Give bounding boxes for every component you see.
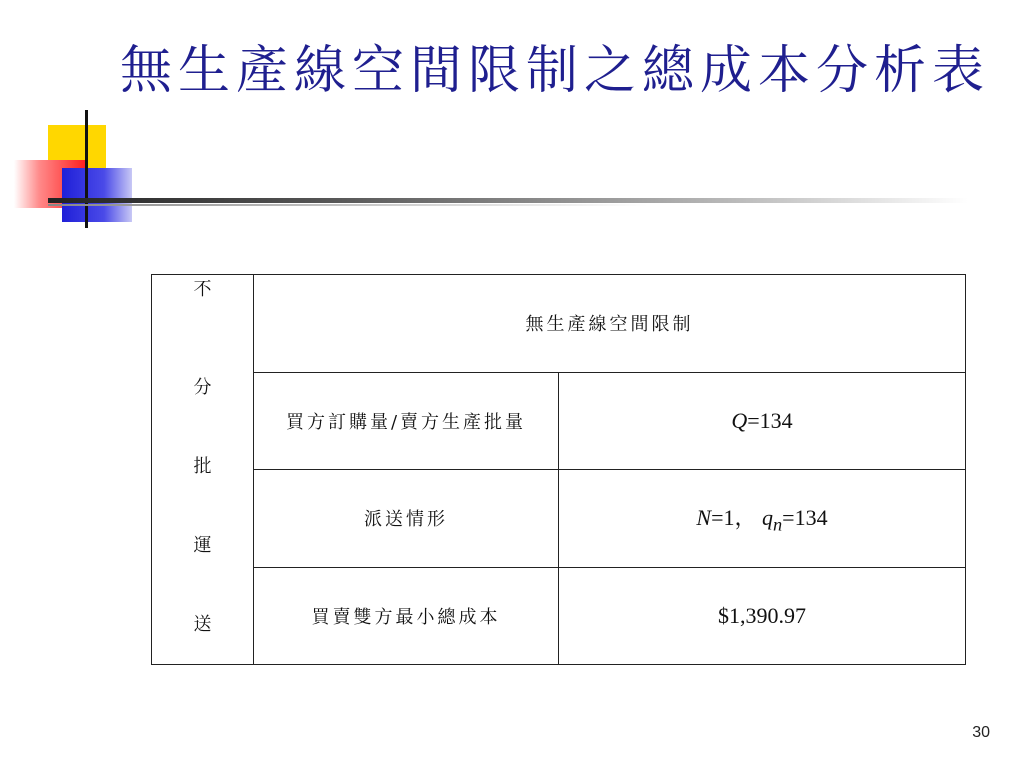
- slide-title: 無生產線空間限制之總成本分析表: [119, 41, 990, 101]
- row-label: 買方訂購量/賣方生產批量: [254, 372, 559, 470]
- table-row: [152, 567, 966, 665]
- decoration-vertical-line: [85, 110, 88, 228]
- value-text: =134: [747, 407, 793, 433]
- cost-analysis-table: [151, 274, 966, 665]
- title-underline: [48, 198, 968, 203]
- var-q-n: q: [762, 505, 773, 531]
- subscript-n: n: [773, 514, 783, 535]
- decoration-blue-gradient: [62, 168, 132, 222]
- row-value: $1,390.97: [559, 567, 966, 665]
- table-header: 無生產線空間限制: [254, 275, 966, 373]
- var-q: Q: [731, 407, 748, 433]
- value-text: =134: [782, 505, 828, 531]
- row-value: [559, 470, 966, 568]
- row-label: 派送情形: [254, 470, 559, 568]
- side-char: 分: [193, 377, 212, 398]
- table-row: [152, 470, 966, 568]
- side-char: 不: [193, 279, 212, 300]
- side-char: 批: [193, 456, 212, 477]
- title-underline-secondary: [48, 204, 648, 206]
- side-char: 運: [193, 535, 212, 556]
- page-number: 30: [972, 724, 990, 741]
- side-char: 送: [193, 614, 212, 635]
- var-n: N: [696, 505, 712, 531]
- table-row: [152, 372, 966, 470]
- value-text: =1，: [711, 505, 757, 531]
- row-label: 買賣雙方最小總成本: [254, 567, 559, 665]
- side-label-cell: [152, 275, 254, 665]
- row-value: [559, 372, 966, 470]
